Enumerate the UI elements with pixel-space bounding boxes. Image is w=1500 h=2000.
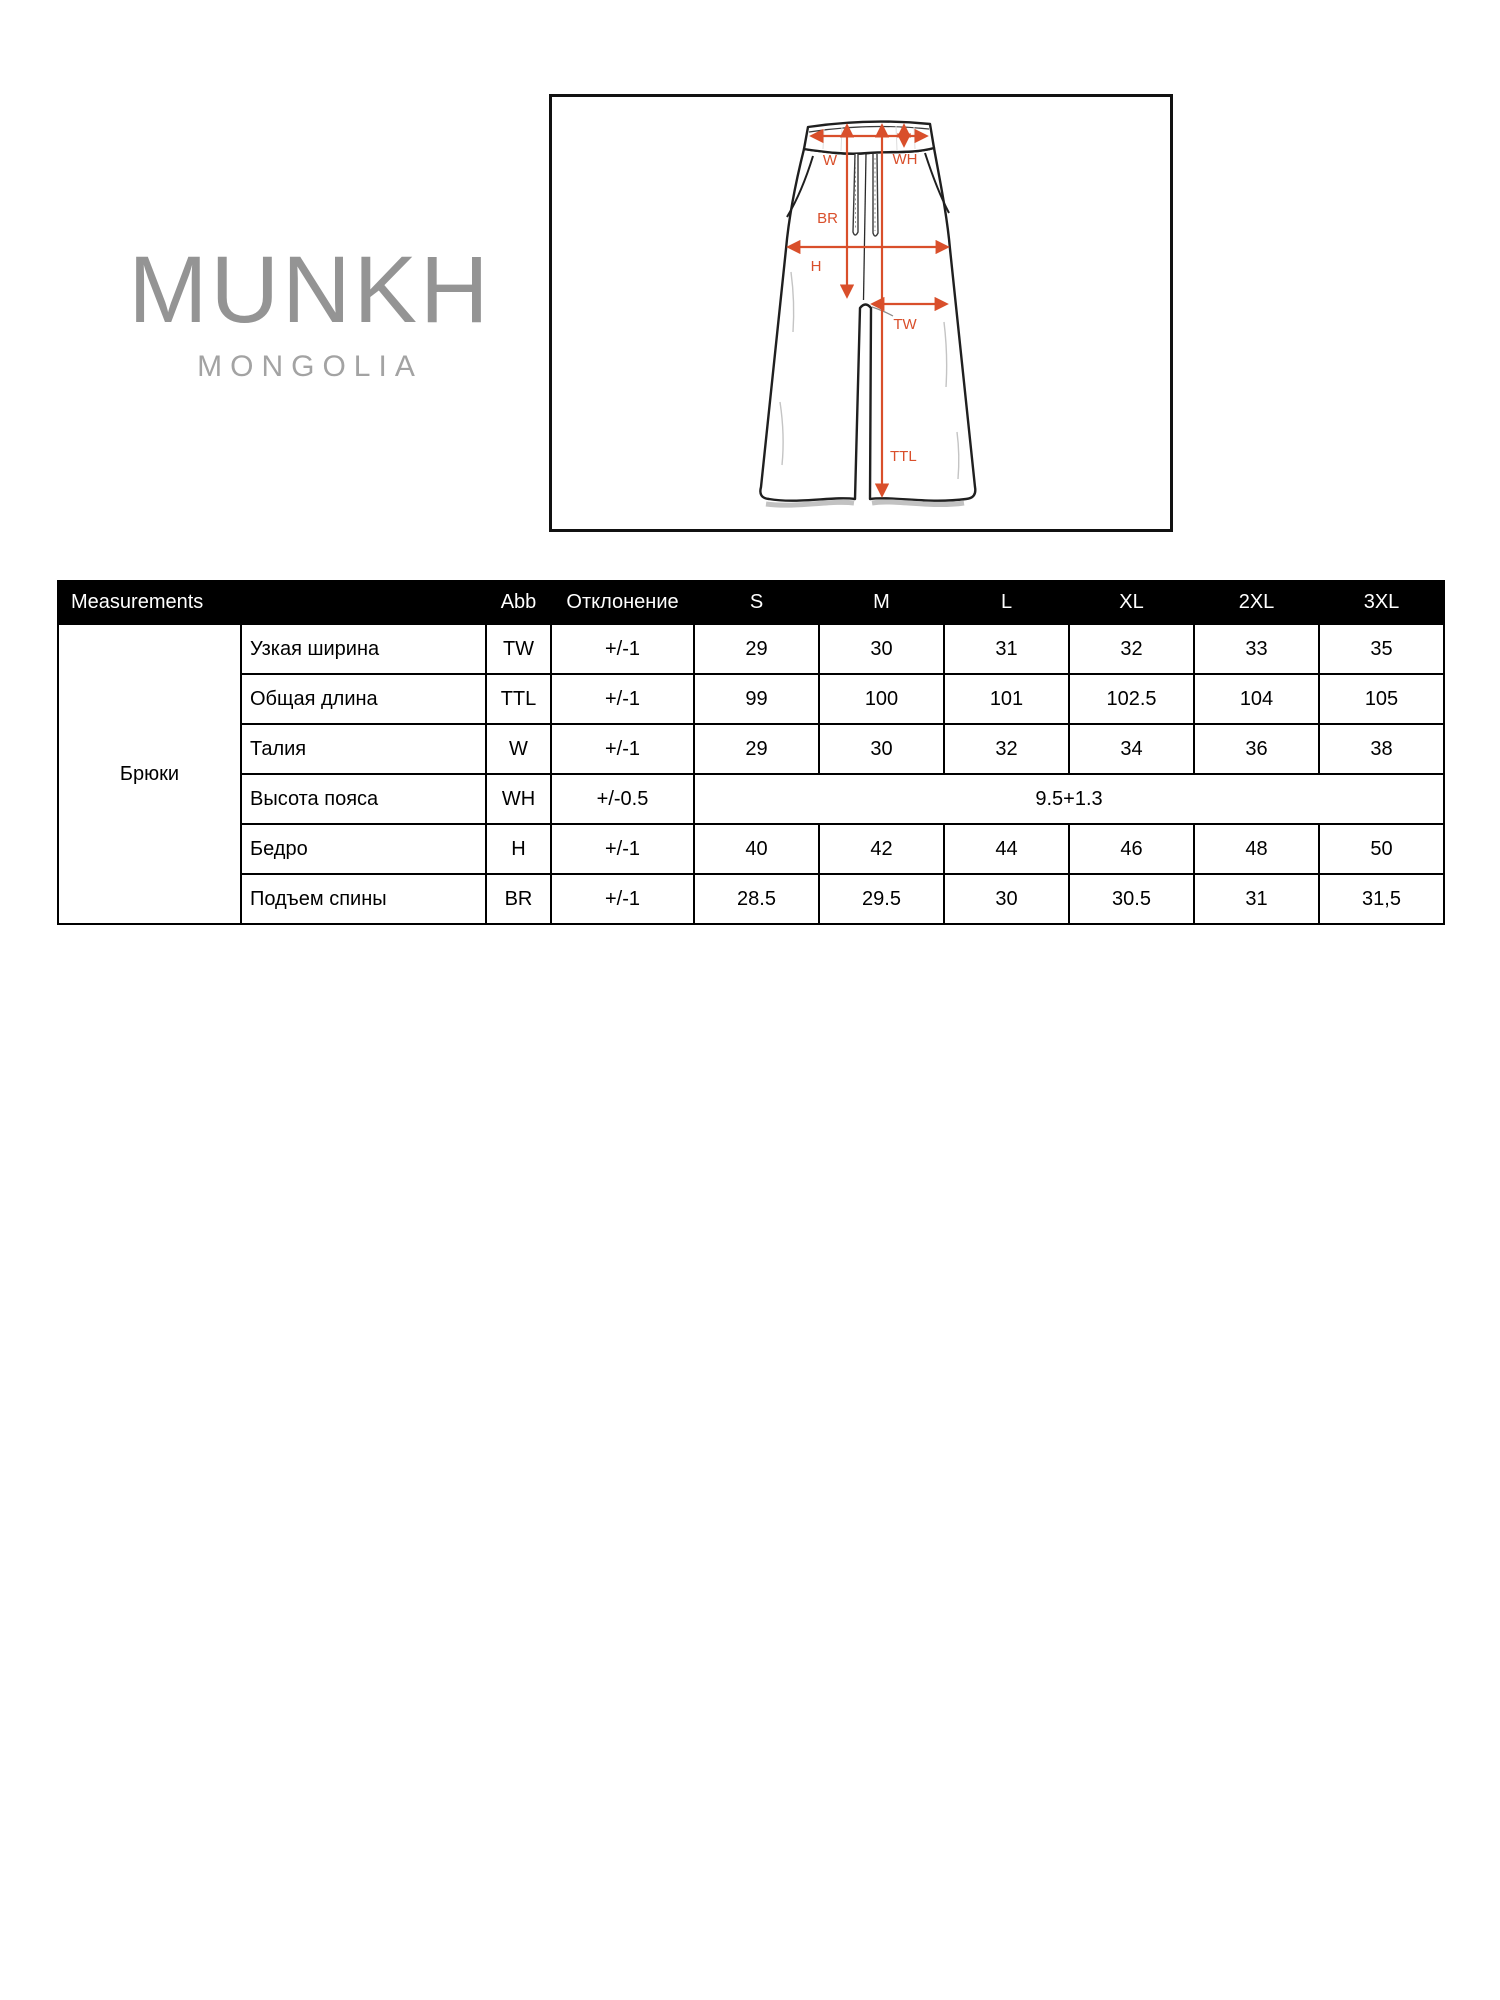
thigh-width-label: TW xyxy=(893,316,917,333)
brand-logo xyxy=(60,237,560,384)
table-row xyxy=(58,624,1444,674)
value-cell: 33 xyxy=(1194,624,1319,674)
deviation-cell: +/-1 xyxy=(551,674,694,724)
value-cell: 48 xyxy=(1194,824,1319,874)
brand-name: MUNKH xyxy=(128,237,492,343)
merged-value-cell: 9.5+1.3 xyxy=(694,774,1444,824)
value-cell: 30 xyxy=(819,624,944,674)
value-cell: 31,5 xyxy=(1319,874,1444,924)
hip-label: H xyxy=(810,258,822,275)
value-cell: 44 xyxy=(944,824,1069,874)
deviation-cell: +/-1 xyxy=(551,624,694,674)
header-deviation: Отклонение xyxy=(551,581,694,624)
abb-cell: TW xyxy=(486,624,551,674)
back-rise-label: BR xyxy=(817,210,838,227)
hem-shadow-right xyxy=(872,502,964,505)
abb-cell: W xyxy=(486,724,551,774)
value-cell: 101 xyxy=(944,674,1069,724)
value-cell: 34 xyxy=(1069,724,1194,774)
row-label: Высота пояса xyxy=(241,774,486,824)
pants-diagram xyxy=(552,97,1170,529)
abb-cell: TTL xyxy=(486,674,551,724)
abb-cell: WH xyxy=(486,774,551,824)
value-cell: 99 xyxy=(694,674,819,724)
header-abb: Abb xyxy=(486,581,551,624)
value-cell: 30 xyxy=(819,724,944,774)
value-cell: 29 xyxy=(694,724,819,774)
value-cell: 32 xyxy=(944,724,1069,774)
header-size-3xl: 3XL xyxy=(1319,581,1444,624)
deviation-cell: +/-1 xyxy=(551,874,694,924)
group-label: Брюки xyxy=(58,624,241,924)
value-cell: 104 xyxy=(1194,674,1319,724)
value-cell: 35 xyxy=(1319,624,1444,674)
header-size-l: L xyxy=(944,581,1069,624)
row-label: Талия xyxy=(241,724,486,774)
table-row xyxy=(58,774,1444,824)
header-measurements: Measurements xyxy=(58,581,486,624)
header-size-m: M xyxy=(819,581,944,624)
deviation-cell: +/-1 xyxy=(551,724,694,774)
deviation-cell: +/-1 xyxy=(551,824,694,874)
measurements-table xyxy=(57,580,1445,925)
abb-cell: H xyxy=(486,824,551,874)
value-cell: 30 xyxy=(944,874,1069,924)
value-cell: 102.5 xyxy=(1069,674,1194,724)
value-cell: 32 xyxy=(1069,624,1194,674)
value-cell: 30.5 xyxy=(1069,874,1194,924)
value-cell: 29.5 xyxy=(819,874,944,924)
value-cell: 42 xyxy=(819,824,944,874)
hem-shadow-left xyxy=(766,502,854,505)
brand-region: MONGOLIA xyxy=(197,350,423,383)
table-row xyxy=(58,824,1444,874)
row-label: Подъем спины xyxy=(241,874,486,924)
value-cell: 50 xyxy=(1319,824,1444,874)
value-cell: 29 xyxy=(694,624,819,674)
pants-diagram-frame xyxy=(549,94,1173,532)
value-cell: 40 xyxy=(694,824,819,874)
value-cell: 46 xyxy=(1069,824,1194,874)
header-size-xl: XL xyxy=(1069,581,1194,624)
table-row xyxy=(58,674,1444,724)
row-label: Общая длина xyxy=(241,674,486,724)
abb-cell: BR xyxy=(486,874,551,924)
value-cell: 36 xyxy=(1194,724,1319,774)
waistband-height-label: WH xyxy=(892,151,918,168)
table-row xyxy=(58,724,1444,774)
waist-label: W xyxy=(822,152,838,169)
row-label: Узкая ширина xyxy=(241,624,486,674)
value-cell: 28.5 xyxy=(694,874,819,924)
total-length-label: TTL xyxy=(890,448,917,465)
value-cell: 100 xyxy=(819,674,944,724)
table-row xyxy=(58,874,1444,924)
value-cell: 105 xyxy=(1319,674,1444,724)
header-size-2xl: 2XL xyxy=(1194,581,1319,624)
value-cell: 31 xyxy=(944,624,1069,674)
value-cell: 38 xyxy=(1319,724,1444,774)
deviation-cell: +/-0.5 xyxy=(551,774,694,824)
value-cell: 31 xyxy=(1194,874,1319,924)
row-label: Бедро xyxy=(241,824,486,874)
table-header-row xyxy=(58,581,1444,624)
header-size-s: S xyxy=(694,581,819,624)
